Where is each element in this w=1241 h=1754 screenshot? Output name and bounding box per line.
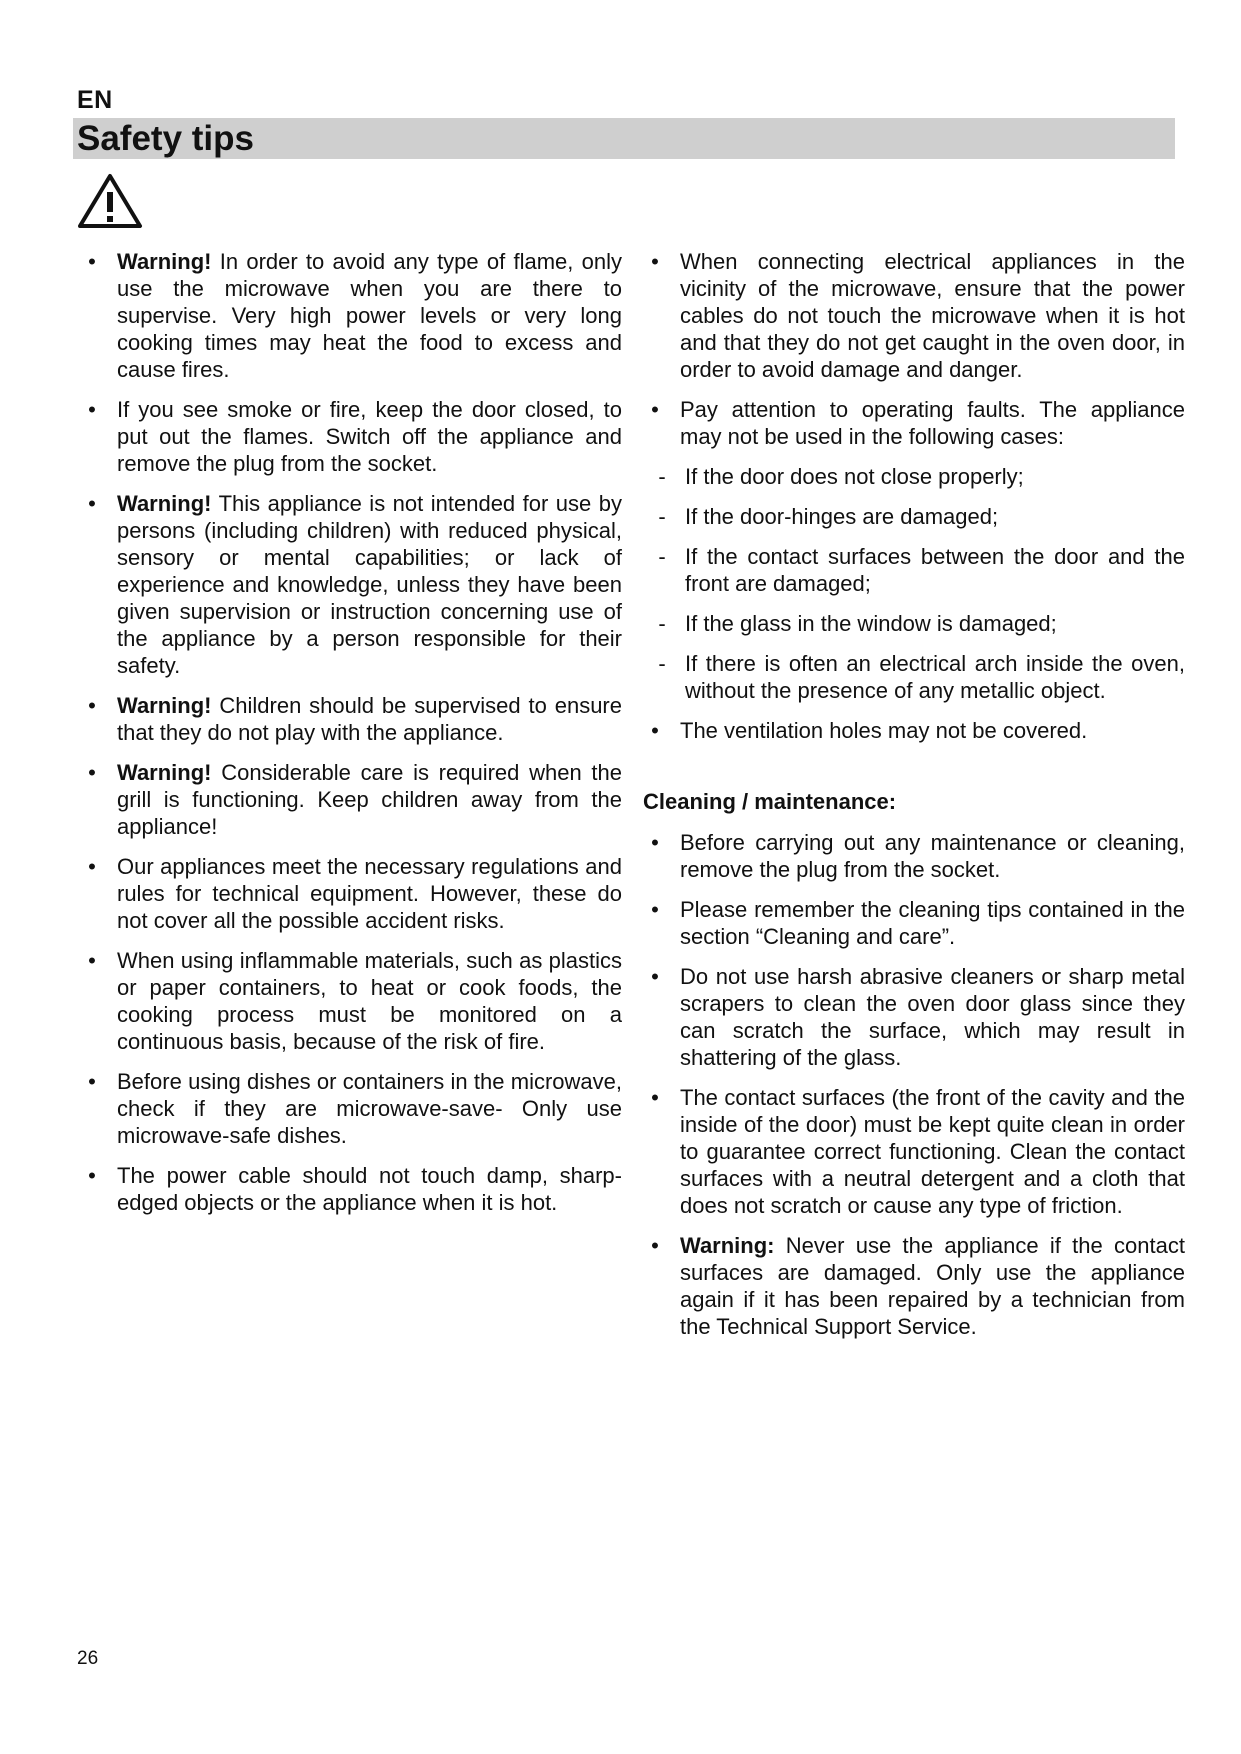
list-item: • The power cable should not touch damp, sharp-edged objects or the appliance when it is hot. [88, 1163, 622, 1215]
sub-list-item: - If the glass in the window is damaged; [658, 611, 1057, 636]
list-item: • Before carrying out any maintenance or cleaning, remove the plug from the socket. [651, 830, 1185, 882]
list-item: • Warning! In order to avoid any type of flame, only use the microwave when you are there to supervise. Very high power levels or very long cooking times may heat the food to excess and cause fires. [88, 249, 622, 382]
list-item: • If you see smoke or fire, keep the door closed, to put out the flames. Switch off the appliance and remove the plug from the socket. [88, 397, 622, 476]
list-item: • Warning! This appliance is not intended for use by persons (including children) with reduced physical, sensory or mental capabilities; or lack of experience and knowledge, unless they have been given supervision or instruction concerning use of the appliance by a person responsible for their safety. [88, 491, 622, 678]
safety-list-left [82, 248, 622, 1216]
title-bar [73, 118, 1175, 159]
right-column [645, 248, 1185, 1353]
sub-list-item: - If the door-hinges are damaged; [658, 504, 999, 529]
list-item: • Warning! Considerable care is required when the grill is functioning. Keep children away from the appliance! [88, 760, 622, 839]
list-item: • Our appliances meet the necessary regulations and rules for technical equipment. However, these do not cover all the possible accident risks. [88, 854, 622, 933]
page-title: Safety tips [77, 119, 254, 158]
page-number: 26 [77, 1648, 99, 1669]
list-item: • Do not use harsh abrasive cleaners or sharp metal scrapers to clean the oven door glass since they can scratch the surface, which may result in shattering of the glass. [651, 964, 1185, 1070]
cleaning-heading: Cleaning / maintenance: [643, 789, 897, 814]
list-item: • Warning: Never use the appliance if the contact surfaces are damaged. Only use the appliance again if it has been repaired by a technician from the Technical Support Service. [651, 1233, 1185, 1339]
sub-list-item: - If the door does not close properly; [658, 464, 1024, 489]
sub-list-item: - If there is often an electrical arch inside the oven, without the presence of any metallic object. [658, 651, 1185, 703]
list-item: • Please remember the cleaning tips contained in the section “Cleaning and care”. [651, 897, 1185, 949]
list-item: • Pay attention to operating faults. The appliance may not be used in the following cases: [651, 397, 1185, 449]
list-item: • Before using dishes or containers in the microwave, check if they are microwave-save- Only use microwave-safe dishes. [88, 1069, 622, 1148]
sub-list-item: - If the contact surfaces between the door and the front are damaged; [658, 544, 1185, 596]
cleaning-list [645, 829, 1185, 1340]
list-item: • When connecting electrical appliances in the vicinity of the microwave, ensure that the power cables do not touch the microwave when it is hot and that they do not get caught in the oven door, in order to avoid damage and danger. [651, 249, 1185, 382]
list-item: • The contact surfaces (the front of the cavity and the inside of the door) must be kept quite clean in order to guarantee correct functioning. Clean the contact surfaces with a neutral detergent and a cloth that does not scratch or cause any type of friction. [651, 1085, 1185, 1218]
language-code: EN [77, 86, 113, 114]
safety-list-right [645, 248, 1185, 744]
list-item: • The ventilation holes may not be covered. [651, 718, 1088, 743]
warning-triangle-icon [77, 172, 143, 230]
list-item: • Warning! Children should be supervised to ensure that they do not play with the appliance. [88, 693, 622, 745]
left-column [82, 248, 622, 1229]
list-item: • When using inflammable materials, such as plastics or paper containers, to heat or cook foods, the cooking process must be monitored on a continuous basis, because of the risk of fire. [88, 948, 622, 1054]
